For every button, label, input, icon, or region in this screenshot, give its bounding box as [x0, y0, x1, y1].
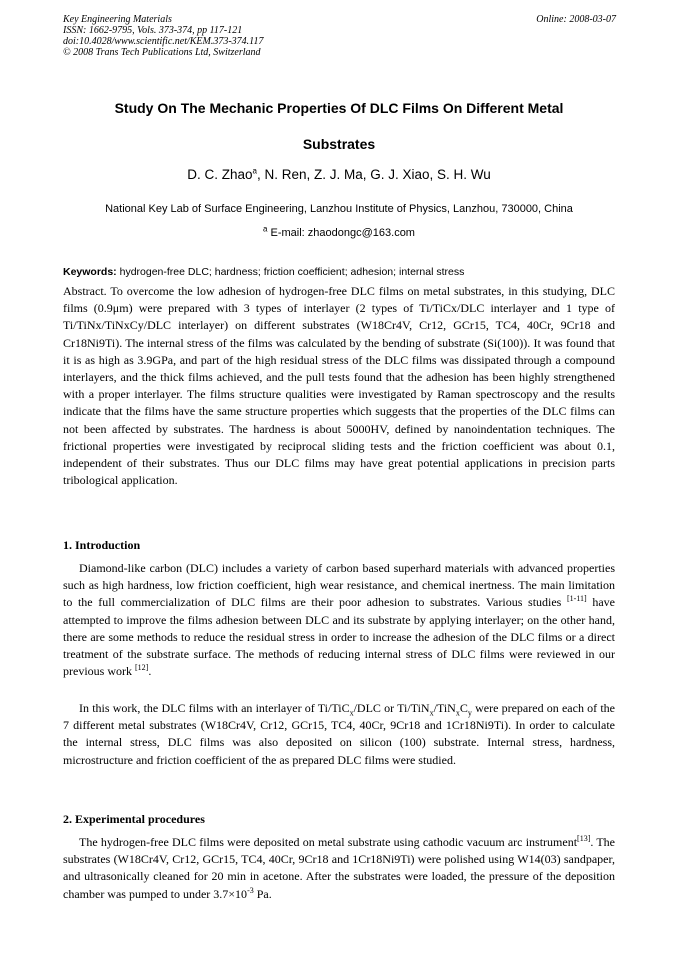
section-heading-introduction: 1. Introduction [63, 538, 141, 552]
intro-p1-text-c: . [148, 664, 152, 679]
intro-p1-text-b: have attempted to improve the films adhesion between DLC and its substrate by applying interlayer; on the other hand, there are some methods to reduce the residual stress in order to increase the adhesion of the DLC films or a direct treatment of the substrate surface. The methods of reducing internal stress of DLC films were reviewed in our previous work [63, 595, 615, 679]
intro-p2-text-d: C [459, 701, 468, 715]
intro-p2-text-a: In this work, the DLC films with an interlayer of Ti/TiC [79, 701, 350, 715]
abstract: Abstract. To overcome the low adhesion of hydrogen-free DLC films on metal substrates, in this studying, DLC films (0.9μm) were prepared with 3 types of interlayer (2 types of Ti/TiCx/DLC interlayer and 1 type of Ti/TiNx/TiNxCy/DLC interlayer) on different substrates (W18Cr4V, Cr12, GCr15, TC4, 40Cr, 9Cr18 and Cr18Ni9Ti). The internal stress of the films was calculated by the bending of substrate (Si(100)). It was found that it is as high as 3.9GPa, and part of the high residual stress of the DLC films was dissipated through a compound interlayers, and the thick films achieved, and the pull tests found that the adhesion has been highly strengthened with a proper interlayer. The films structure qualities were investigated by Raman spectroscopy and the results indicate that the films have the same structure properties which suggests that the properties of the DLC films can not been affected by substrates. The hardness is about 5000HV, defined by nanoindentation techniques. The frictional properties were investigated by reciprocal sliding tests and the friction coefficient was about 0.1, independent of their substrates. Thus our DLC films may have great potential applications in precision parts tribological application. [63, 284, 615, 488]
issn-line: ISSN: 1662-9795, Vols. 373-374, pp 117-121 [63, 25, 243, 36]
subscript-y: y [467, 708, 472, 718]
intro-p1-text-a: Diamond-like carbon (DLC) includes a variety of carbon based superhard materials with advanced properties such as high hardness, low friction coefficient, high wear resistance, and chemical inertness. The main limitation to the full commercialization of DLC films are their poor adhesion to substrates. Various studies [63, 561, 615, 610]
journal-name: Key Engineering Materials [63, 14, 172, 25]
keywords [63, 266, 615, 278]
citation-13: [13] [577, 834, 591, 843]
keywords-label: Keywords: [63, 266, 117, 278]
email-marker: a [263, 224, 268, 234]
first-author: D. C. Zhao [187, 167, 253, 182]
exp-p1-text-c: Pa. [253, 886, 272, 901]
keywords-text: hydrogen-free DLC; hardness; friction coefficient; adhesion; internal stress [116, 266, 465, 278]
citation-12: [12] [135, 663, 149, 673]
email-line [60, 224, 618, 239]
online-date: Online: 2008-03-07 [536, 14, 616, 25]
affiliation: National Key Lab of Surface Engineering, Lanzhou Institute of Physics, Lanzhou, 730000, China [105, 203, 573, 215]
paper-title [60, 90, 618, 162]
author-list [60, 167, 618, 182]
intro-paragraph-1 [63, 560, 615, 680]
title-line-2: Substrates [302, 136, 376, 152]
copyright-line: © 2008 Trans Tech Publications Ltd, Switzerland [63, 47, 261, 58]
intro-paragraph-2 [63, 700, 615, 769]
subscript-x: x [455, 708, 460, 718]
author-affil-marker: a [252, 166, 257, 176]
title-line-1: Study On The Mechanic Properties Of DLC Films On Different Metal [114, 100, 564, 116]
journal-header [63, 14, 263, 58]
citation-1-11: [1-11] [567, 594, 587, 604]
intro-p2-text-b: /DLC or Ti/TiN [353, 701, 430, 715]
email-address: E-mail: zhaodongc@163.com [267, 227, 415, 239]
intro-p2-text-c: /TiN [433, 701, 456, 715]
doi-line: doi:10.4028/www.scientific.net/KEM.373-374.117 [63, 36, 264, 47]
other-authors: , N. Ren, Z. J. Ma, G. J. Xiao, S. H. Wu [256, 167, 491, 182]
exp-p1-text-b: . The substrates (W18Cr4V, Cr12, GCr15, TC4, 40Cr, 9Cr18 and 1Cr18Ni9Ti) were polished using W14(03) sandpaper, and ultrasonically cleaned for 20 min in acetone. After the substrates were loaded, the pressure of the deposition chamber was pumped to under 3.7×10 [63, 835, 615, 901]
pressure-exponent: -3 [247, 885, 254, 895]
subscript-x: x [429, 708, 434, 718]
subscript-x: x [349, 708, 354, 718]
intro-p2-text-e: were prepared on each of the 7 different metal substrates (W18Cr4V, Cr12, GCr15, TC4, 40Cr, 9Cr18 and 1Cr18Ni9Ti). In order to calculate the internal stress, DLC films was also deposited on silicon (100) substrate. Internal stress, hardness, microstructure and friction coefficient of the as prepared DLC films were studied. [63, 701, 616, 767]
section-heading-experimental: 2. Experimental procedures [63, 812, 205, 826]
experimental-paragraph-1 [63, 834, 615, 903]
exp-p1-text-a: The hydrogen-free DLC films were deposited on metal substrate using cathodic vacuum arc instrument [79, 835, 578, 849]
